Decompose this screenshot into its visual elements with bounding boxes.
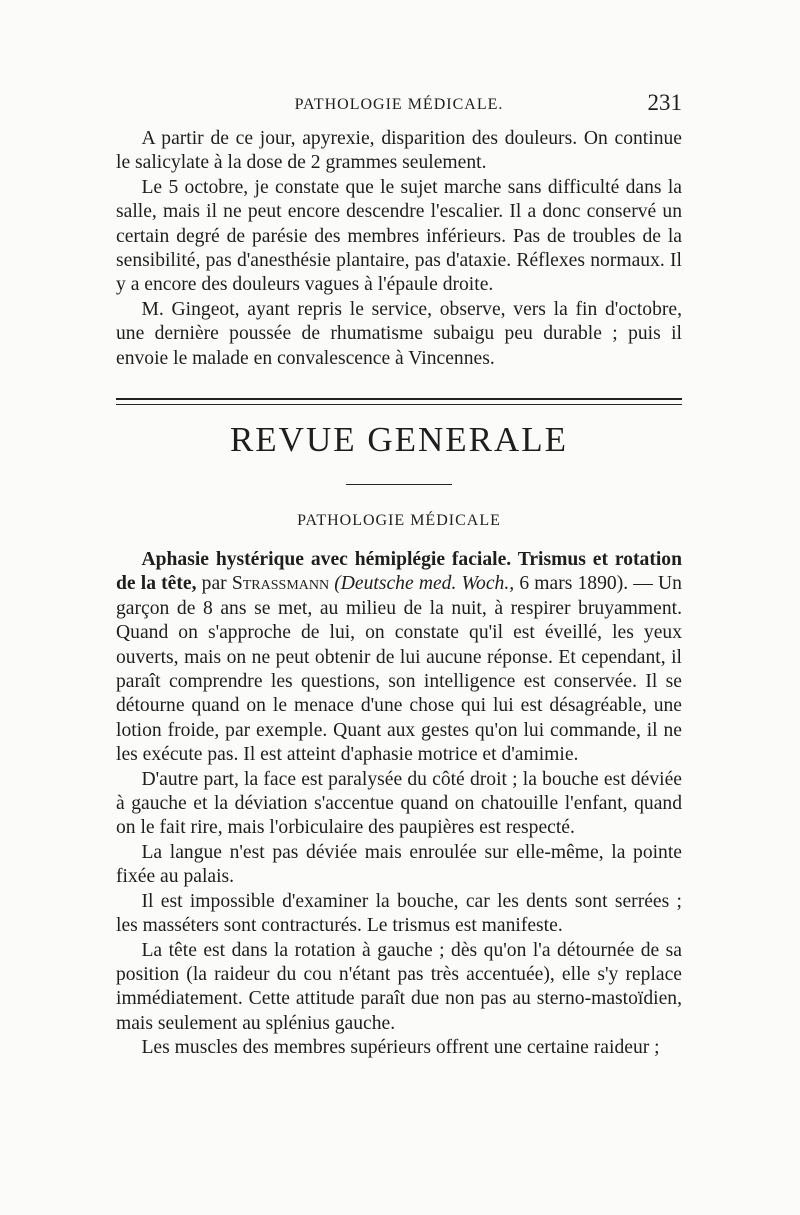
article-author: Strassmann [231,573,330,595]
paragraph: Le 5 octobre, je constate que le sujet marche sans difficulté dans la salle, mais il ne peut encore descendre l'escalier. Il a donc conservé un certain degré de parésie des membres inférieurs. Pas de troubles de la sensibilité, pas d'anesthésie plantaire, pas d'ataxie. Réflexes normaux. Il y a encore des douleurs vagues à l'épaule droite. [116,176,682,296]
section-title: REVUE GENERALE [229,420,569,459]
article-journal: (Deutsche med. Woch., [334,573,515,595]
previous-article-end [116,127,682,371]
paragraph: La langue n'est pas déviée mais enroulée sur elle-même, la pointe fixée au palais. [116,841,682,888]
title-rule [346,484,452,485]
subsection-title: PATHOLOGIE MÉDICALE [297,512,501,529]
page-header [116,90,682,122]
section-divider [116,398,682,405]
byline-par: par [196,573,232,595]
page-number: 231 [647,90,682,115]
paragraph: A partir de ce jour, apyrexie, disparition des douleurs. On continue le salicylate à la dose de 2 grammes seulement. [116,128,682,174]
running-title: PATHOLOGIE MÉDICALE. [294,96,504,113]
article-date: 6 mars 1890). — [514,573,659,595]
paragraph: M. Gingeot, ayant repris le service, observe, vers la fin d'octobre, une dernière poussée de rhumatisme subaigu peu durable ; puis il envoie le malade en convalescence à Vincennes. [116,298,682,369]
paragraph: Les muscles des membres supérieurs offrent une certaine raideur ; [141,1037,660,1059]
paragraph: La tête est dans la rotation à gauche ; dès qu'on l'a détournée de sa position (la raideur du cou n'étant pas très accentuée), elle s'y replace immédiatement. Cette attitude paraît due non pas au sterno-mastoïdien, mais seulement au splénius gauche. [116,939,682,1034]
paragraph-text: Un garçon de 8 ans se met, au milieu de la nuit, à respirer bruyamment. Quand on s'approche de lui, on constate qu'il est éveillé, les yeux ouverts, mais on ne peut obtenir de lui aucune réponse. Et cependant, il paraît comprendre les questions, son intelligence est conservée. Il se détourne quand on le menace d'une chose qui lui est désagréable, une lotion froide, par exemple. Quant aux gestes qu'on lui commande, il ne les exécute pas. Il est atteint d'aphasie motrice et d'amimie. [116,573,682,766]
paragraph: Il est impossible d'examiner la bouche, car les dents sont serrées ; les masséters sont contracturés. Le trismus est manifeste. [116,890,682,937]
article-title: Aphasie hystérique avec hémiplégie faciale. Trismus et rotation de la tête, [116,549,682,595]
article-first-paragraph [116,548,682,768]
paragraph: D'autre part, la face est paralysée du côté droit ; la bouche est déviée à gauche et la déviation s'accentue quand on chatouille l'enfant, quand on le fait rire, mais l'orbiculaire des paupières est respecté. [116,768,682,839]
article-body [116,548,682,1061]
